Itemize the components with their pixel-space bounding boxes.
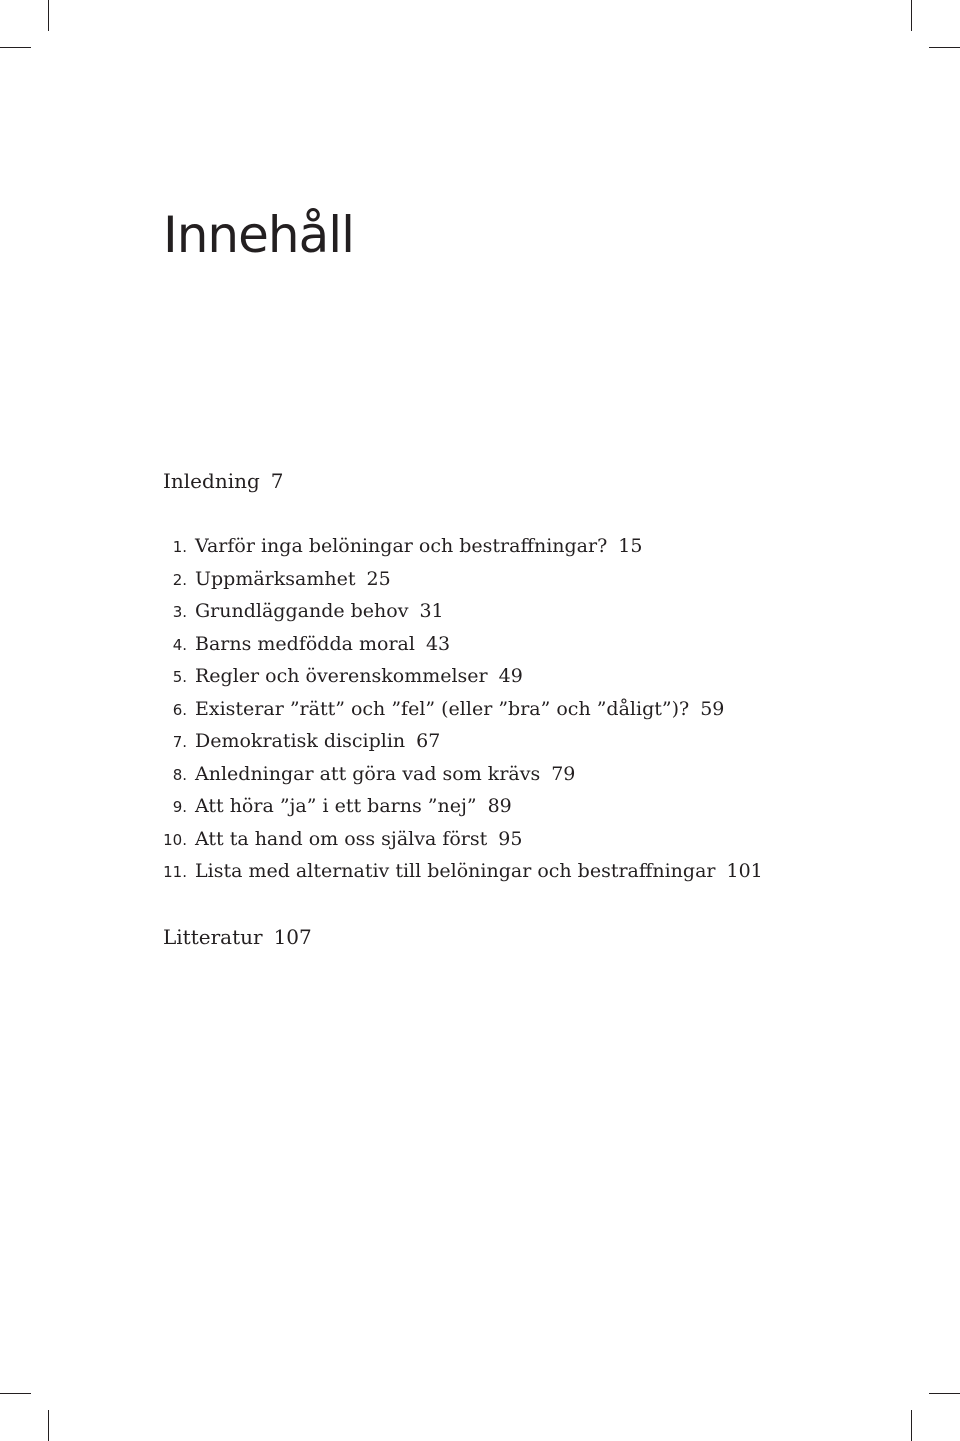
chapter-number: 1. — [172, 538, 187, 556]
chapter-entry-10 — [163, 823, 763, 856]
chapter-page-number: 101 — [726, 860, 763, 882]
chapter-page-number: 59 — [700, 697, 725, 720]
chapter-number: 6. — [172, 700, 187, 719]
chapter-title: Lista med alternativ till belöningar och bestraffningar — [195, 860, 716, 882]
toc-entry-intro — [163, 466, 284, 496]
chapter-number: 4. — [172, 635, 187, 654]
chapter-number: 8. — [172, 765, 187, 784]
crop-mark-bottom-left-vertical — [48, 1410, 49, 1441]
chapter-entry-4 — [163, 628, 763, 661]
chapter-number: 5. — [172, 668, 187, 686]
chapter-title: Att höra ”ja” i ett barns ”nej” — [195, 795, 477, 817]
chapter-title: Varför inga belöningar och bestraffningar? — [195, 535, 608, 557]
chapter-title: Att ta hand om oss själva först — [195, 827, 488, 850]
crop-mark-bottom-left-horizontal — [0, 1393, 31, 1394]
chapter-entry-6 — [163, 693, 763, 726]
chapter-entry-7 — [163, 725, 763, 758]
chapter-number: 10. — [163, 830, 187, 849]
chapter-page-number: 25 — [366, 567, 391, 590]
chapter-title: Grundläggande behov — [195, 600, 409, 622]
chapter-entry-9 — [163, 790, 763, 823]
chapter-number: 2. — [172, 570, 187, 589]
chapter-entry-2 — [163, 563, 763, 596]
chapter-number: 7. — [172, 733, 187, 751]
crop-mark-top-right-vertical — [911, 0, 912, 31]
chapter-page-number: 43 — [425, 632, 451, 655]
chapter-title: Regler och överenskommelser — [195, 665, 488, 687]
chapter-page-number: 95 — [498, 827, 523, 850]
crop-mark-bottom-right-horizontal — [929, 1393, 960, 1394]
chapter-number: 3. — [172, 603, 187, 621]
intro-title: Inledning — [163, 469, 260, 493]
chapter-title: Uppmärksamhet — [195, 567, 356, 590]
chapter-page-number: 79 — [551, 762, 576, 785]
chapter-list — [163, 530, 763, 888]
chapter-number: 9. — [172, 798, 187, 816]
chapter-number: 11. — [163, 863, 187, 881]
crop-mark-bottom-right-vertical — [911, 1410, 912, 1441]
chapter-title: Barns medfödda moral — [195, 632, 415, 655]
chapter-entry-11 — [163, 855, 763, 888]
chapter-entry-8 — [163, 758, 763, 791]
intro-page-number: 7 — [270, 469, 284, 493]
chapter-page-number: 89 — [487, 795, 512, 817]
chapter-page-number: 67 — [416, 730, 441, 752]
crop-mark-top-right-horizontal — [929, 47, 960, 48]
chapter-entry-5 — [163, 660, 763, 693]
chapter-page-number: 31 — [419, 600, 444, 622]
chapter-page-number: 15 — [618, 535, 643, 557]
crop-mark-top-left-vertical — [48, 0, 49, 31]
chapter-page-number: 49 — [498, 665, 523, 687]
page-title: Innehåll — [163, 206, 354, 264]
crop-mark-top-left-horizontal — [0, 47, 31, 48]
toc-entry-references — [163, 922, 312, 952]
references-title: Litteratur — [163, 925, 263, 949]
chapter-title: Anledningar att göra vad som krävs — [195, 762, 541, 785]
chapter-title: Demokratisk disciplin — [195, 730, 406, 752]
chapter-entry-1 — [163, 530, 763, 563]
chapter-entry-3 — [163, 595, 763, 628]
chapter-title: Existerar ”rätt” och ”fel” (eller ”bra” och ”dåligt”)? — [195, 697, 690, 720]
references-page-number: 107 — [273, 925, 312, 949]
